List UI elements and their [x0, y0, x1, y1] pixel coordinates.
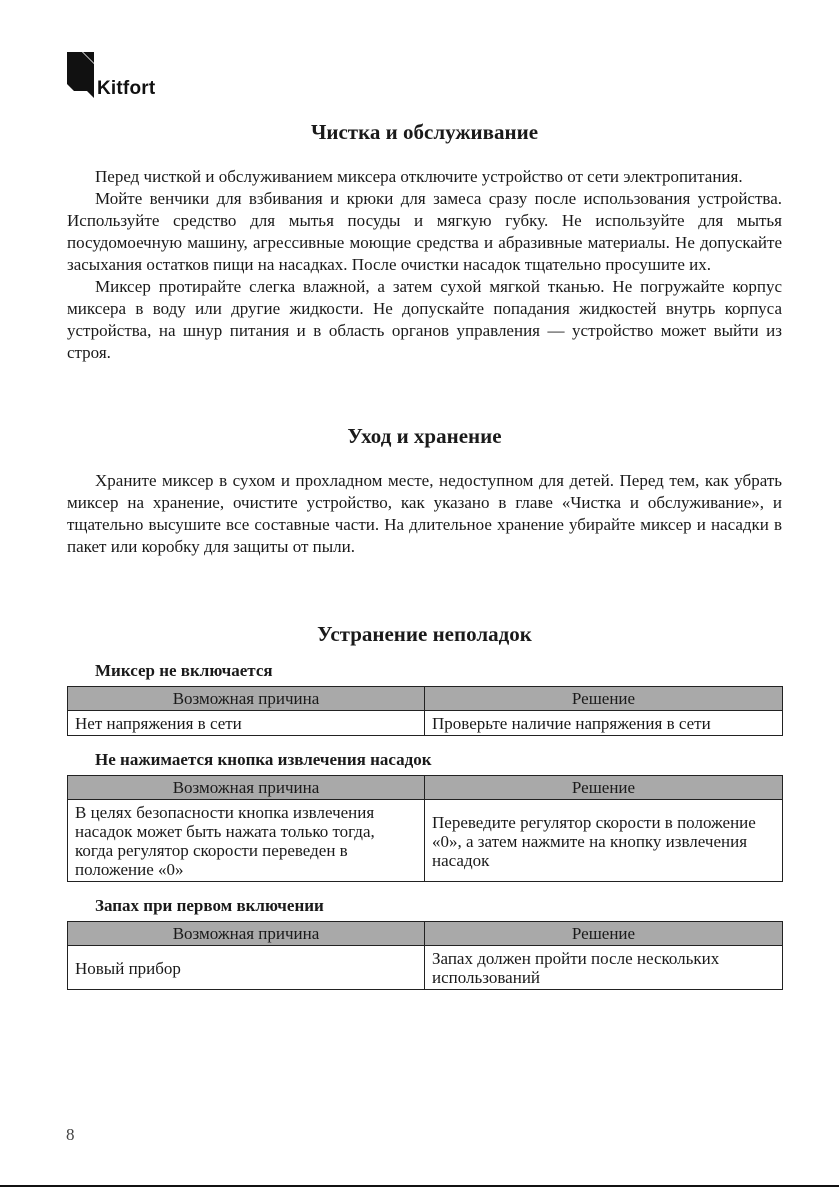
- table-header-row: [68, 687, 783, 711]
- table-header-row: [68, 922, 783, 946]
- kitfort-logo-icon: [67, 52, 97, 98]
- cause-header: Возможная причина: [68, 776, 425, 800]
- cause-header: Возможная причина: [68, 922, 425, 946]
- cleaning-paragraph: Мойте венчики для взбивания и крюки для замеса сразу после использования устройства. Используйте средство для мытья посуды и мягкую губку. Не используйте для мытья посудомоечную машину, агрессивные моющие средства и абразивные материалы. Не допускайте засыхания остатков пищи на насадках. После очистки насадок тщательно просушите их.: [67, 189, 782, 274]
- solution-cell: Проверьте наличие напряжения в сети: [425, 711, 783, 736]
- cause-cell: Нет напряжения в сети: [68, 711, 425, 736]
- solution-cell: Переведите регулятор скорости в положение «0», а затем нажмите на кнопку извлечения насадок: [425, 800, 783, 882]
- solution-header: Решение: [425, 687, 783, 711]
- cause-cell: В целях безопасности кнопка извлечения насадок может быть нажата только тогда, когда регулятор скорости переведен в положение «0»: [68, 800, 425, 882]
- problem-table: [67, 775, 783, 882]
- solution-cell: Запах должен пройти после нескольких использований: [425, 946, 783, 990]
- bottom-divider: [0, 1185, 839, 1187]
- cleaning-section: [67, 118, 782, 364]
- brand-name: Kitfort: [97, 78, 156, 99]
- table-header-row: [68, 776, 783, 800]
- cleaning-title: Чистка и обслуживание: [310, 120, 539, 144]
- care-title: Уход и хранение: [347, 424, 502, 448]
- problem-table: [67, 921, 783, 990]
- problem-block: [67, 749, 782, 882]
- problem-block: [67, 660, 782, 736]
- solution-header: Решение: [425, 776, 783, 800]
- cause-header: Возможная причина: [68, 687, 425, 711]
- cleaning-paragraph: Миксер протирайте слегка влажной, а затем сухой мягкой тканью. Не погружайте корпус миксера в воду или другие жидкости. Не допускайте попадания жидкостей внутрь корпуса устройства, на шнур питания и в область органов управления — устройство может выйти из строя.: [67, 277, 782, 362]
- page-content: [67, 118, 782, 990]
- table-row: [68, 711, 783, 736]
- care-section: [67, 422, 782, 558]
- problem-table: [67, 686, 783, 736]
- cause-cell: Новый прибор: [68, 946, 425, 990]
- page-number: 8: [66, 1125, 75, 1144]
- table-row: [68, 800, 783, 882]
- table-row: [68, 946, 783, 990]
- problem-block: [67, 895, 782, 990]
- care-paragraph: Храните миксер в сухом и прохладном месте, недоступном для детей. Перед тем, как убрать миксер на хранение, очистите устройство, как указано в главе «Чистка и обслуживание», и тщательно высушите все составные части. На длительное хранение убирайте миксер и насадки в пакет или коробку для защиты от пыли.: [67, 471, 782, 556]
- problem-title: Миксер не включается: [95, 661, 273, 680]
- cleaning-paragraph: Перед чисткой и обслуживанием миксера отключите устройство от сети электропитания.: [95, 167, 743, 186]
- troubleshooting-section: [67, 620, 782, 990]
- troubleshooting-title: Устранение неполадок: [317, 622, 532, 646]
- problem-title: Запах при первом включении: [95, 896, 324, 915]
- problem-title: Не нажимается кнопка извлечения насадок: [95, 750, 432, 769]
- solution-header: Решение: [425, 922, 783, 946]
